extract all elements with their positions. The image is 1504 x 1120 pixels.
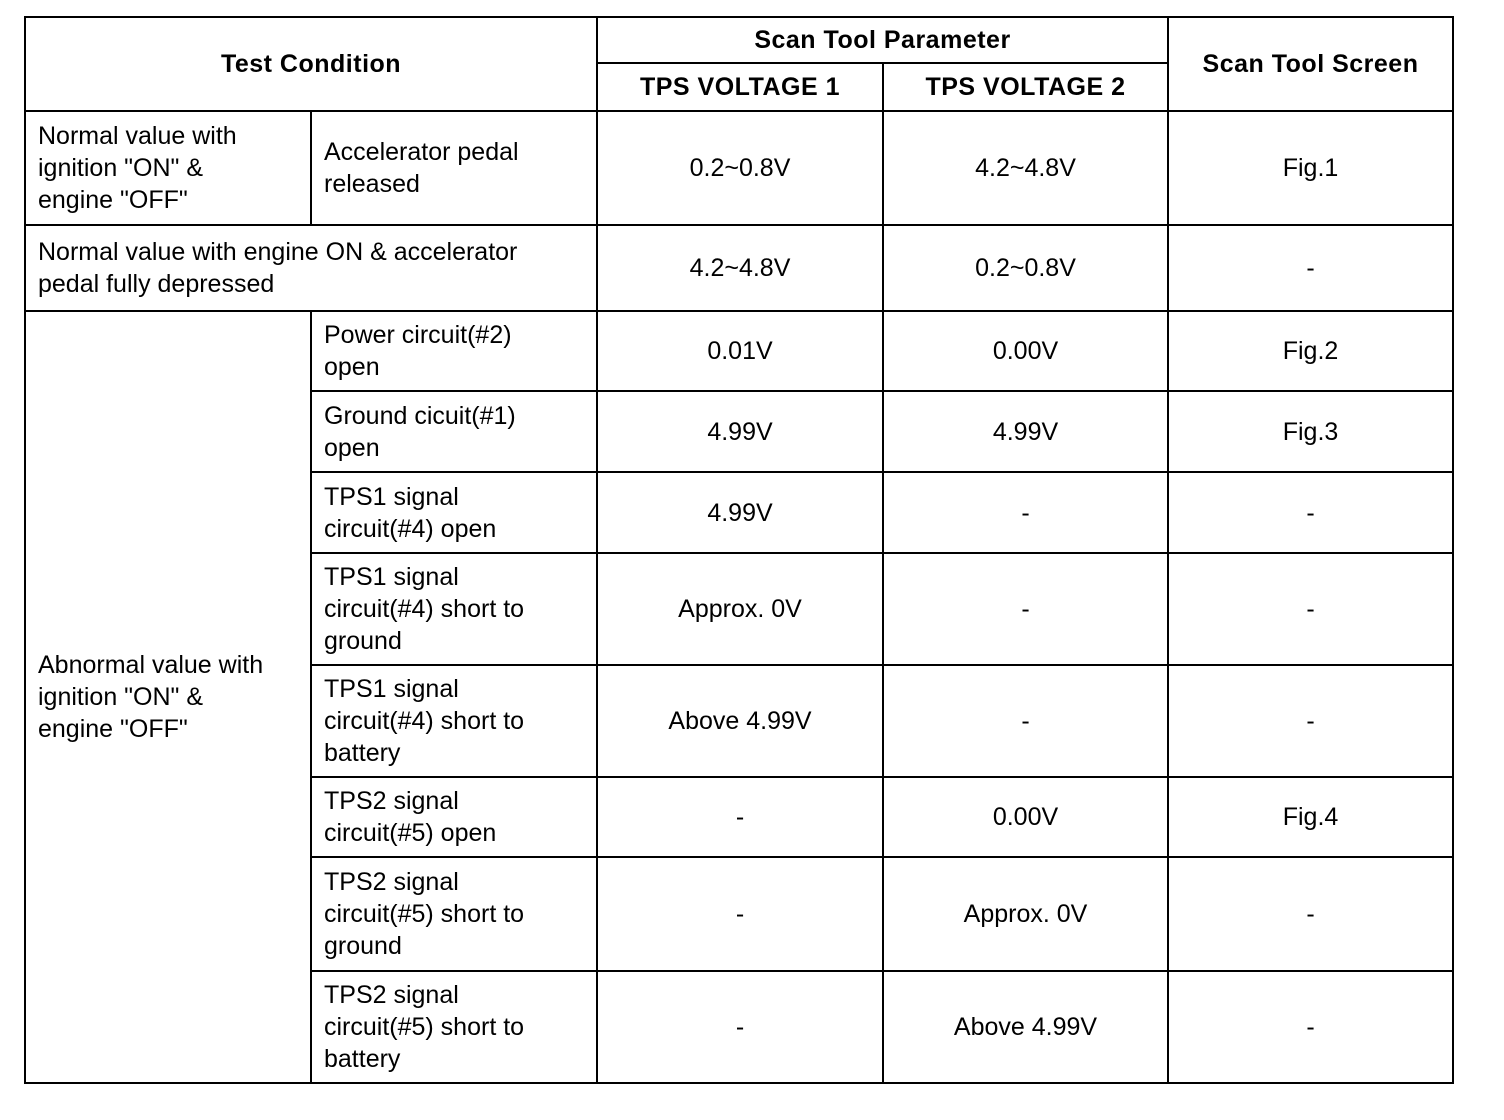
row-group-label: Normal value with ignition "ON" & engine "OFF" [25,111,311,225]
row-screen-ref: - [1168,857,1453,971]
table-row [25,225,1453,311]
row-screen-ref: - [1168,472,1453,553]
row-tps1-value: Approx. 0V [597,553,883,665]
row-tps2-value: 0.2~0.8V [883,225,1168,311]
row-tps2-value: 0.00V [883,311,1168,391]
row-tps2-value: 0.00V [883,777,1168,857]
row-tps1-value: - [597,777,883,857]
row-condition: Power circuit(#2) open [311,311,597,391]
row-tps1-value: - [597,857,883,971]
row-screen-ref: - [1168,665,1453,777]
row-condition: TPS2 signal circuit(#5) open [311,777,597,857]
row-tps1-value: 4.99V [597,391,883,472]
row-tps2-value: Above 4.99V [883,971,1168,1083]
row-condition: TPS1 signal circuit(#4) short to ground [311,553,597,665]
row-screen-ref: Fig.3 [1168,391,1453,472]
header-tps-voltage-2: TPS VOLTAGE 2 [883,63,1168,111]
row-condition: Normal value with engine ON & accelerator pedal fully depressed [25,225,597,311]
row-tps1-value: Above 4.99V [597,665,883,777]
row-tps1-value: 4.2~4.8V [597,225,883,311]
table-row [25,111,1453,225]
row-condition: TPS2 signal circuit(#5) short to battery [311,971,597,1083]
row-screen-ref: Fig.1 [1168,111,1453,225]
row-tps1-value: 4.99V [597,472,883,553]
header-scan-tool-parameter: Scan Tool Parameter [597,17,1168,63]
row-condition: TPS1 signal circuit(#4) short to battery [311,665,597,777]
row-tps1-value: 0.2~0.8V [597,111,883,225]
row-condition: TPS2 signal circuit(#5) short to ground [311,857,597,971]
row-screen-ref: Fig.4 [1168,777,1453,857]
table-row [25,311,1453,391]
header-scan-tool-screen: Scan Tool Screen [1168,17,1453,111]
row-tps2-value: Approx. 0V [883,857,1168,971]
row-group-label: Abnormal value with ignition "ON" & engine "OFF" [25,311,311,1083]
header-row-1 [25,17,1453,63]
row-condition: Ground cicuit(#1) open [311,391,597,472]
row-tps2-value: - [883,665,1168,777]
row-condition: Accelerator pedal released [311,111,597,225]
row-screen-ref: - [1168,971,1453,1083]
row-tps2-value: - [883,553,1168,665]
row-tps1-value: 0.01V [597,311,883,391]
header-test-condition: Test Condition [25,17,597,111]
row-screen-ref: - [1168,553,1453,665]
header-tps-voltage-1: TPS VOLTAGE 1 [597,63,883,111]
row-screen-ref: Fig.2 [1168,311,1453,391]
row-tps2-value: - [883,472,1168,553]
row-screen-ref: - [1168,225,1453,311]
row-condition: TPS1 signal circuit(#4) open [311,472,597,553]
row-tps2-value: 4.99V [883,391,1168,472]
row-tps2-value: 4.2~4.8V [883,111,1168,225]
tps-test-table [24,16,1454,1084]
row-tps1-value: - [597,971,883,1083]
